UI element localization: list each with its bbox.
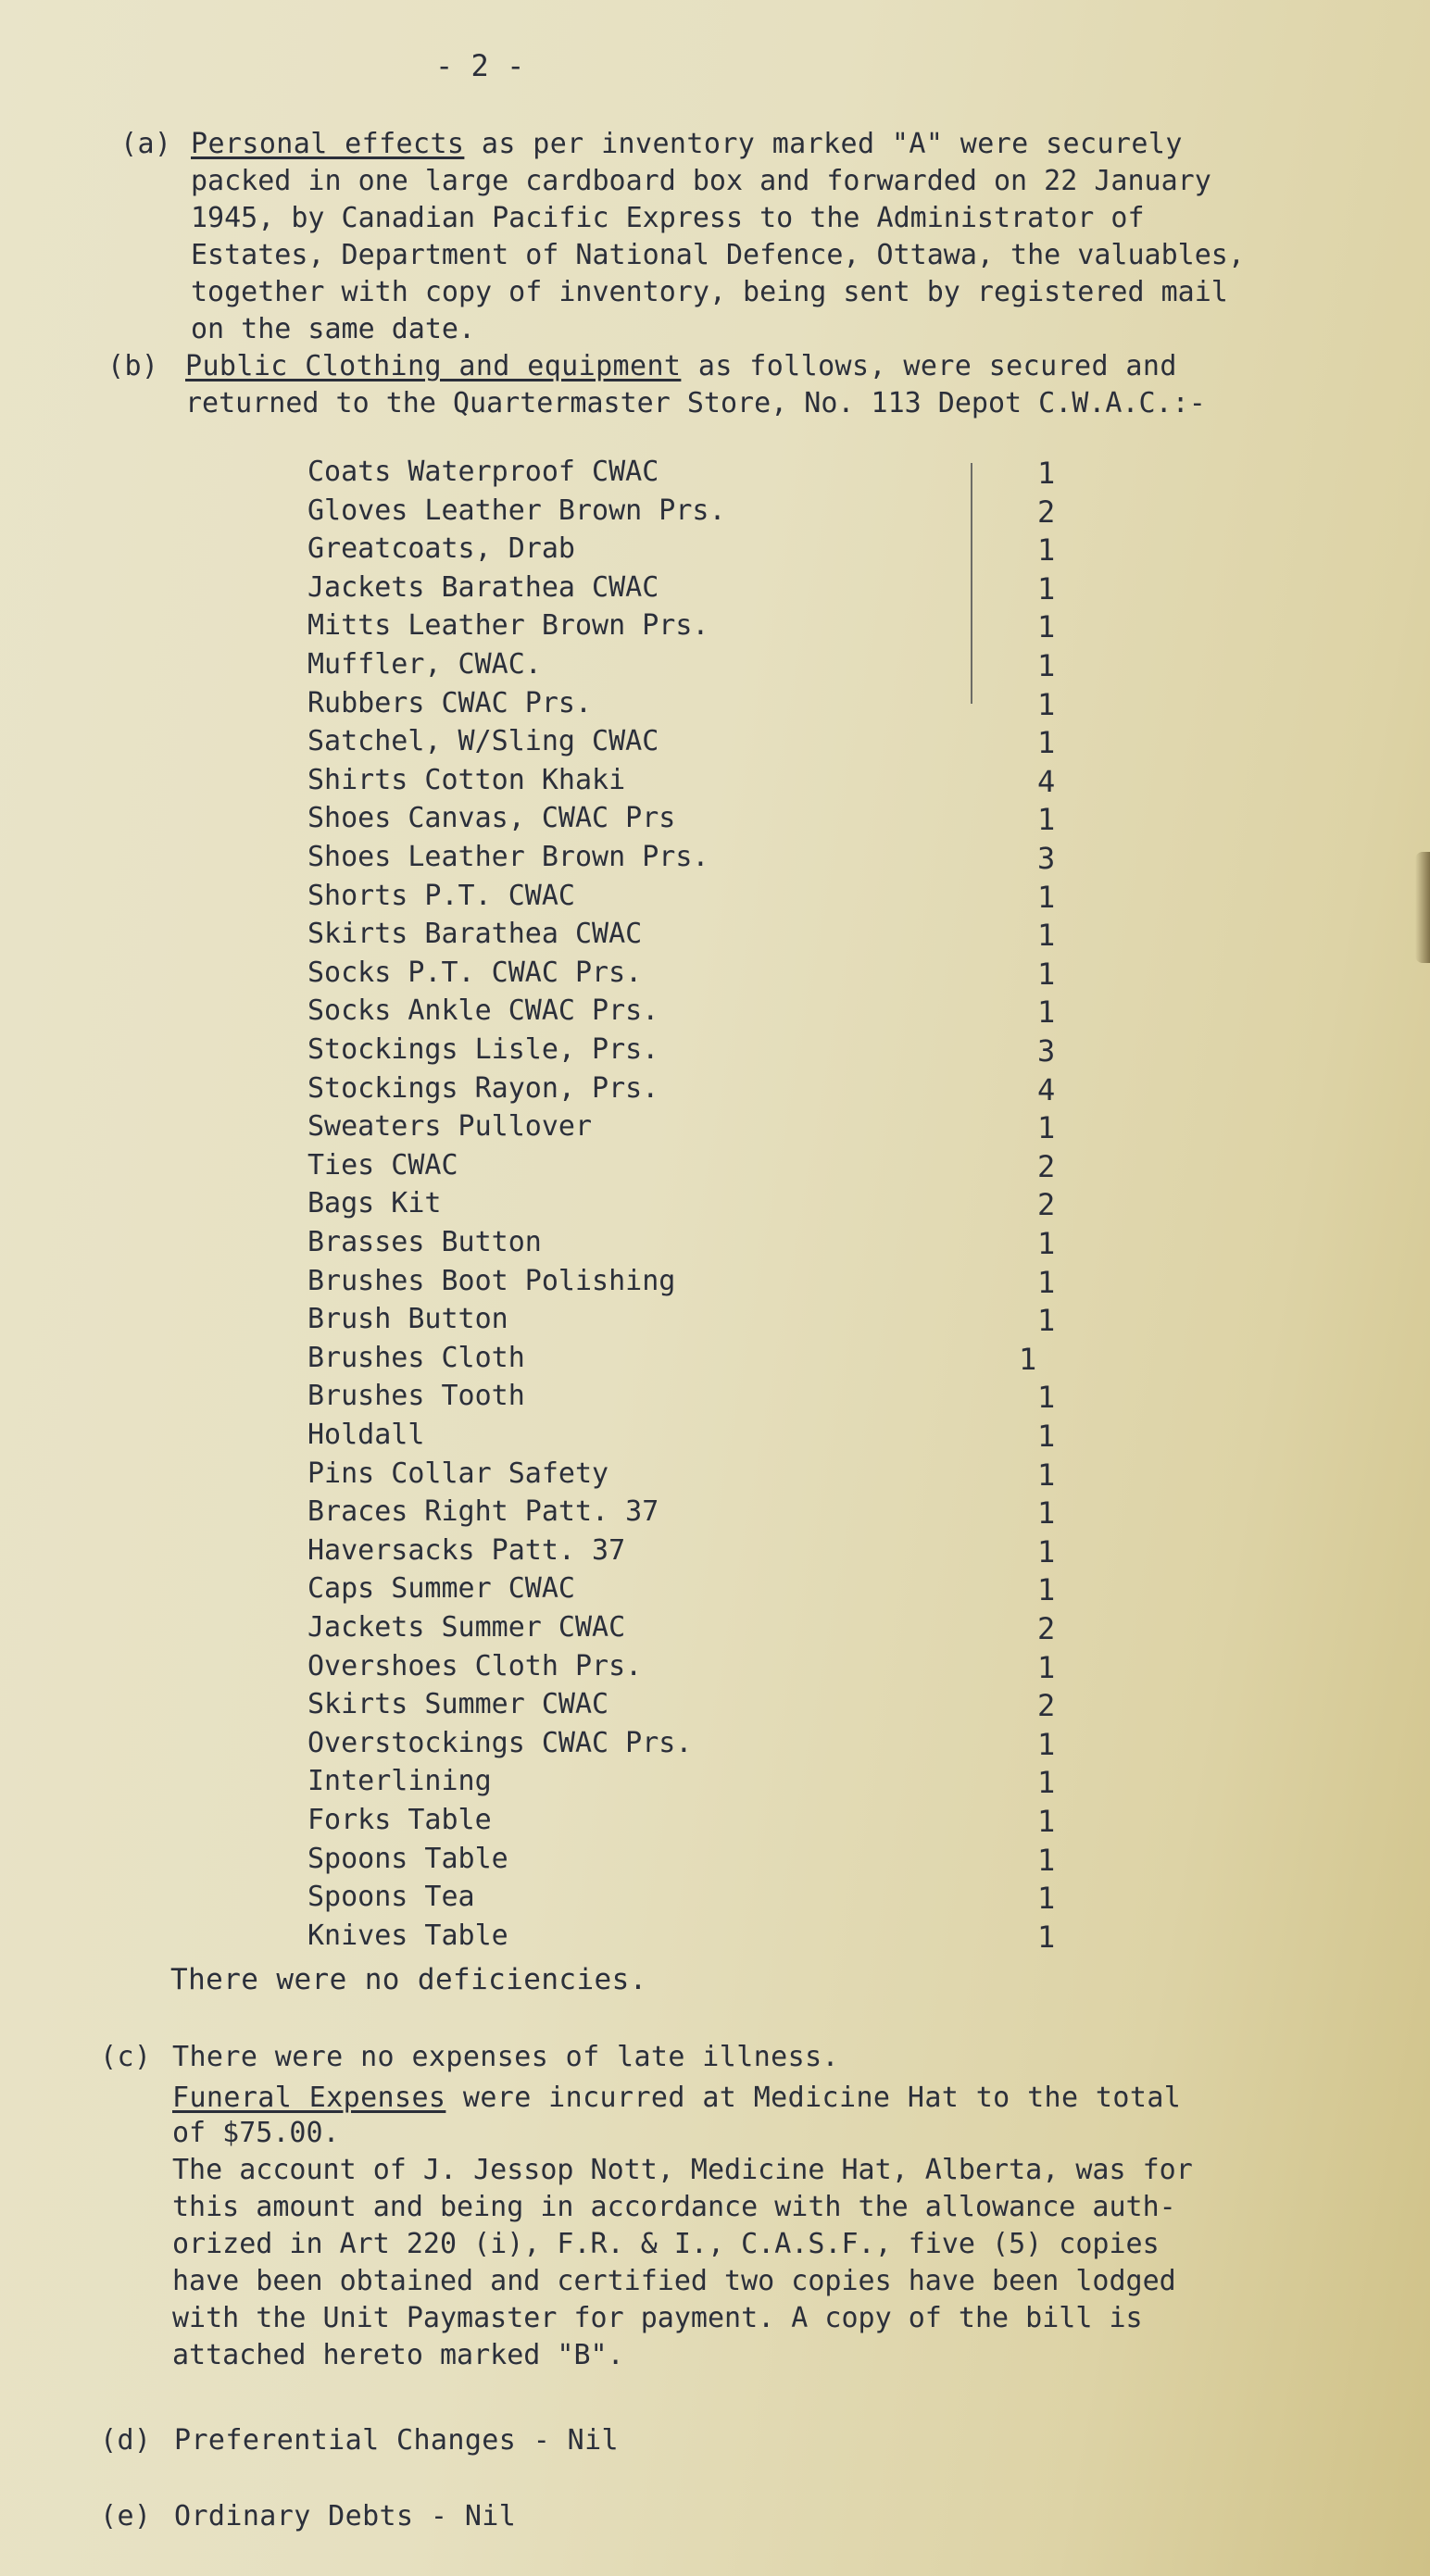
inventory-item-quantity: 1	[1037, 1843, 1056, 1878]
inventory-item-name: Spoons Table	[307, 1843, 508, 1875]
section-a-line: together with copy of inventory, being sent by registered mail	[191, 276, 1228, 308]
inventory-item-name: Shoes Leather Brown Prs.	[307, 841, 709, 873]
section-c-account-line: attached hereto marked "B".	[172, 2339, 624, 2371]
inventory-item-name: Rubbers CWAC Prs.	[307, 687, 593, 719]
inventory-item-name: Shorts P.T. CWAC	[307, 880, 575, 912]
page-stain	[1415, 852, 1430, 963]
inventory-item-name: Brush Button	[307, 1303, 508, 1335]
inventory-item-quantity: 1	[1037, 571, 1056, 606]
section-c-account-line: The account of J. Jessop Nott, Medicine Hat, Alberta, was for	[172, 2154, 1193, 2186]
section-c-account-line: this amount and being in accordance with the allowance auth-	[172, 2191, 1176, 2223]
inventory-item-name: Holdall	[307, 1419, 425, 1451]
inventory-item-name: Brushes Cloth	[307, 1342, 525, 1374]
section-a-line: 1945, by Canadian Pacific Express to the Administrator of	[191, 202, 1145, 234]
section-d-label: (d)	[100, 2424, 152, 2457]
inventory-item-name: Spoons Tea	[307, 1881, 475, 1913]
inventory-item-quantity: 1	[1037, 918, 1056, 953]
inventory-item-quantity: 3	[1037, 841, 1056, 876]
inventory-item-name: Mitts Leather Brown Prs.	[307, 609, 709, 642]
inventory-item-name: Knives Table	[307, 1919, 508, 1952]
inventory-item-quantity: 1	[1037, 725, 1056, 760]
inventory-item-quantity: 1	[1037, 1303, 1056, 1338]
inventory-item-name: Stockings Rayon, Prs.	[307, 1072, 659, 1105]
inventory-item-quantity: 2	[1037, 494, 1056, 530]
inventory-item-quantity: 1	[1037, 1380, 1056, 1415]
inventory-item-name: Brasses Button	[307, 1226, 542, 1258]
inventory-item-quantity: 1	[1037, 880, 1056, 915]
inventory-item-quantity: 1	[1037, 648, 1056, 683]
inventory-item-name: Skirts Summer CWAC	[307, 1688, 609, 1720]
inventory-item-quantity: 1	[1037, 1881, 1056, 1916]
inventory-item-quantity: 1	[1037, 1419, 1056, 1454]
inventory-item-quantity: 1	[1037, 1226, 1056, 1261]
inventory-item-quantity: 1	[1037, 1110, 1056, 1145]
section-a-line: as per inventory marked "A" were securely	[464, 128, 1183, 160]
section-a-line: on the same date.	[191, 313, 476, 345]
inventory-item-quantity: 1	[1037, 532, 1056, 568]
inventory-item-name: Forks Table	[307, 1804, 492, 1836]
inventory-item-quantity: 2	[1037, 1149, 1056, 1184]
funeral-expenses-heading: Funeral Expenses	[172, 2082, 446, 2114]
page-number: - 2 -	[435, 48, 525, 83]
inventory-item-quantity: 2	[1037, 1611, 1056, 1646]
inventory-item-quantity: 1	[1037, 957, 1056, 992]
inventory-item-name: Socks P.T. CWAC Prs.	[307, 957, 643, 989]
section-c-label: (c)	[100, 2041, 152, 2073]
inventory-item-name: Brushes Tooth	[307, 1380, 525, 1412]
section-c-line: of $75.00.	[172, 2117, 340, 2149]
inventory-item-name: Ties CWAC	[307, 1149, 458, 1182]
inventory-item-name: Coats Waterproof CWAC	[307, 456, 659, 488]
section-a-heading: Personal effects	[191, 128, 465, 160]
section-e-label: (e)	[100, 2500, 152, 2532]
section-d-text: Preferential Changes - Nil	[174, 2424, 619, 2457]
inventory-item-quantity: 1	[1037, 1495, 1056, 1531]
inventory-item-quantity: 1	[1037, 609, 1056, 644]
inventory-item-name: Socks Ankle CWAC Prs.	[307, 994, 659, 1027]
inventory-item-quantity: 1	[1037, 1265, 1056, 1300]
inventory-item-quantity: 1	[1037, 1534, 1056, 1569]
section-c-account-line: have been obtained and certified two copies have been lodged	[172, 2265, 1176, 2297]
inventory-item-name: Muffler, CWAC.	[307, 648, 542, 681]
inventory-item-name: Pins Collar Safety	[307, 1457, 609, 1490]
inventory-item-name: Skirts Barathea CWAC	[307, 918, 643, 950]
inventory-item-name: Sweaters Pullover	[307, 1110, 593, 1143]
section-b-label: (b)	[107, 350, 159, 382]
section-e-text: Ordinary Debts - Nil	[174, 2500, 517, 2532]
inventory-item-quantity: 1	[1037, 994, 1056, 1030]
inventory-item-quantity: 1	[1037, 1727, 1056, 1762]
inventory-item-quantity: 1	[1019, 1342, 1037, 1377]
inventory-item-name: Brushes Boot Polishing	[307, 1265, 676, 1297]
section-b-line: as follows, were secured and	[681, 350, 1177, 382]
section-b-line: returned to the Quartermaster Store, No. 113 Depot C.W.A.C.:-	[185, 387, 1206, 419]
inventory-item-quantity: 1	[1037, 687, 1056, 722]
inventory-item-name: Gloves Leather Brown Prs.	[307, 494, 726, 527]
section-a-line: packed in one large cardboard box and forwarded on 22 January	[191, 165, 1211, 197]
section-c-account-line: orized in Art 220 (i), F.R. & I., C.A.S.F., five (5) copies	[172, 2228, 1160, 2260]
inventory-item-quantity: 3	[1037, 1033, 1056, 1069]
inventory-item-quantity: 1	[1037, 1919, 1056, 1955]
inventory-item-name: Overshoes Cloth Prs.	[307, 1650, 643, 1682]
section-c-line: There were no expenses of late illness.	[172, 2041, 839, 2073]
inventory-item-quantity: 1	[1037, 1765, 1056, 1800]
inventory-item-name: Jackets Barathea CWAC	[307, 571, 659, 604]
section-c-account-line: with the Unit Paymaster for payment. A copy of the bill is	[172, 2302, 1143, 2334]
inventory-item-name: Jackets Summer CWAC	[307, 1611, 626, 1644]
inventory-item-name: Greatcoats, Drab	[307, 532, 575, 565]
inventory-item-quantity: 1	[1037, 1457, 1056, 1493]
inventory-item-quantity: 1	[1037, 802, 1056, 837]
inventory-item-quantity: 1	[1037, 1650, 1056, 1685]
inventory-item-quantity: 4	[1037, 1072, 1056, 1107]
inventory-item-name: Satchel, W/Sling CWAC	[307, 725, 659, 757]
column-divider	[971, 463, 972, 704]
inventory-item-name: Shirts Cotton Khaki	[307, 764, 626, 796]
inventory-item-name: Haversacks Patt. 37	[307, 1534, 626, 1567]
inventory-item-name: Stockings Lisle, Prs.	[307, 1033, 659, 1066]
section-b-heading: Public Clothing and equipment	[185, 350, 682, 382]
inventory-item-quantity: 1	[1037, 1572, 1056, 1607]
inventory-item-quantity: 1	[1037, 1804, 1056, 1839]
inventory-item-name: Overstockings CWAC Prs.	[307, 1727, 693, 1759]
inventory-item-name: Shoes Canvas, CWAC Prs	[307, 802, 676, 834]
no-deficiencies-text: There were no deficiencies.	[170, 1963, 647, 1996]
inventory-item-name: Bags Kit	[307, 1187, 442, 1219]
inventory-item-name: Caps Summer CWAC	[307, 1572, 575, 1605]
inventory-item-name: Braces Right Patt. 37	[307, 1495, 659, 1528]
section-a-label: (a)	[120, 128, 172, 160]
inventory-item-quantity: 1	[1037, 456, 1056, 491]
inventory-item-name: Interlining	[307, 1765, 492, 1797]
section-c-line: were incurred at Medicine Hat to the total	[445, 2082, 1182, 2114]
inventory-item-quantity: 2	[1037, 1187, 1056, 1222]
inventory-item-quantity: 2	[1037, 1688, 1056, 1723]
inventory-item-quantity: 4	[1037, 764, 1056, 799]
section-a-line: Estates, Department of National Defence, Ottawa, the valuables,	[191, 239, 1245, 271]
